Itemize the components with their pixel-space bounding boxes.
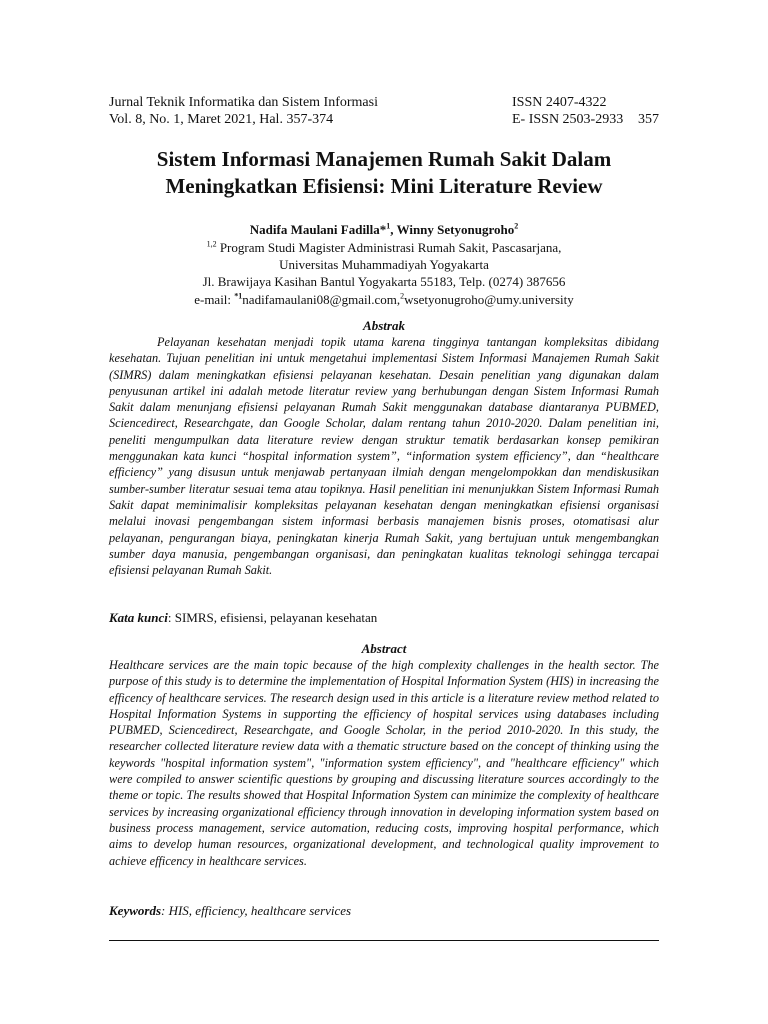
eissn: E- ISSN 2503-2933 bbox=[512, 112, 624, 127]
email-2: wsetyonugroho@umy.university bbox=[404, 291, 574, 307]
affiliation bbox=[90, 239, 678, 308]
kata-kunci-label: Kata kunci bbox=[109, 610, 168, 625]
author-2: Winny Setyonugroho bbox=[396, 222, 515, 237]
abstrak-text: Pelayanan kesehatan menjadi topik utama karena tingginya tantangan kompleksitas dibidang kesehatan. Tujuan penelitian ini untuk mengetahui implementasi Sistem Informasi Manajemen Rumah Sakit (SIMRS) dalam meningkatkan efisiensi pelayanan kesehatan. Desain penelitian yang digunakan dalam penyusunan artikel ini adalah metode literatur review yang berhubungan dengan Sistem Informasi Rumah Sakit dalam menunjang efisiensi pelayanan Rumah Sakit menggunakan database diantaranya PUBMED, Sciencedirect, Researchgate, dan Google Scholar, dalam rentang tahun 2010-2020. Dalam penelitian ini, peneliti mengumpulkan data literature review dengan struktur tematik berdasarkan konsep pemikiran menggunakan kata kunci “hospital information system”, “information system efficiency”, dan “healthcare efficiency” yang disusun untuk menjawab pertanyaan ilmiah dengan mengelompokkan dan mendiskusikan sumber-sumber literatur sesuai tema atau topiknya. Hasil penelitian ini menunjukkan Sistem Informasi Rumah Sakit dapat meminimalisir kompleksitas pelayanan kesehatan dengan meningkatkan efisiensi organisasi melalui inovasi pengembangan sistem informasi berbasis manajemen bisnis proses, otomatisasi alur pelayanan, pengurangan biaya, peningkatan kinerja Rumah Sakit, yang bertujuan untuk mengembangkan sumber daya manusia, pengembangan organisasi, dan peningkatan kualitas teknologi sehingga tercapai efisiensi pelayanan Rumah Sakit. bbox=[109, 335, 659, 578]
kata-kunci bbox=[109, 610, 659, 626]
affiliation-line-1: $^{1,2}$ Program Studi Magister Administrasi Rumah Sakit, Pascasarjana, bbox=[206, 239, 562, 255]
author-separator: , bbox=[390, 222, 397, 237]
issn: ISSN 2407-4322 bbox=[512, 95, 607, 110]
author-2-sup: 2 bbox=[514, 221, 519, 231]
volume-info: Vol. 8, No. 1, Maret 2021, Hal. 357-374 bbox=[109, 112, 334, 127]
affiliation-line-2: Universitas Muhammadiyah Yogyakarta bbox=[279, 257, 489, 273]
page-number: 357 bbox=[638, 112, 659, 127]
author-emails bbox=[90, 291, 678, 308]
email-1: nadifamaulani08@gmail.com, bbox=[242, 291, 401, 307]
affiliation-sup: 1,2 bbox=[206, 239, 217, 249]
author-list bbox=[90, 222, 678, 238]
journal-name: Jurnal Teknik Informatika dan Sistem Informasi bbox=[109, 95, 378, 110]
email-label: e-mail: bbox=[194, 291, 235, 307]
email-2-sup: 2 bbox=[400, 291, 405, 301]
footer-rule bbox=[109, 940, 659, 941]
running-header-line-1 bbox=[109, 94, 659, 111]
email-1-sup: *1 bbox=[234, 291, 243, 301]
author-1: Nadifa Maulani Fadilla* bbox=[249, 222, 387, 237]
title-line-2: Meningkatkan Efisiensi: Mini Literature Review bbox=[165, 174, 603, 198]
abstract-text: Healthcare services are the main topic because of the high complexity challenges in the health sector. The purpose of this study is to determine the implementation of Hospital Information System (HIS) in increasing the efficency of healthcare services. The research design used in this article is a literature review method related to Hospital Information Systems in supporting the efficiency of hospital services using databases including PUBMED, Sciencedirect, Researchgate, and Google Scholar, in the period 2010-2020. In this study, the researcher collected literature review data with a thematic structure based on the concept of thinking using the keywords "hospital information system", "information system efficiency", and "healthcare efficiency" which were compiled to answer scientific questions by grouping and discussing literature sources accordingly to the theme or topic. The results showed that Hospital Information System can minimize the complexity of healthcare services by increasing organizational efficiency through innovation in developing information system based on business process management, service automation, reducing costs, improving hospital performance, which aims to develop human resources, organizational development, and technological quality improvement to achieve efficency in healthcare services. bbox=[109, 658, 659, 868]
kata-kunci-value: : SIMRS, efisiensi, pelayanan kesehatan bbox=[167, 610, 378, 625]
author-1-sup: 1 bbox=[386, 221, 391, 231]
abstract-heading: Abstract bbox=[361, 641, 407, 656]
affiliation-address: Jl. Brawijaya Kasihan Bantul Yogyakarta 55183, Telp. (0274) 387656 bbox=[202, 274, 566, 290]
keywords bbox=[109, 903, 659, 919]
title-line-1: Sistem Informasi Manajemen Rumah Sakit Dalam bbox=[156, 147, 612, 171]
paper-title bbox=[90, 146, 678, 200]
keywords-label: Keywords bbox=[109, 903, 161, 918]
abstrak-heading: Abstrak bbox=[363, 318, 405, 333]
keywords-value: : HIS, efficiency, healthcare services bbox=[161, 903, 352, 918]
running-header-line-2 bbox=[109, 111, 659, 128]
